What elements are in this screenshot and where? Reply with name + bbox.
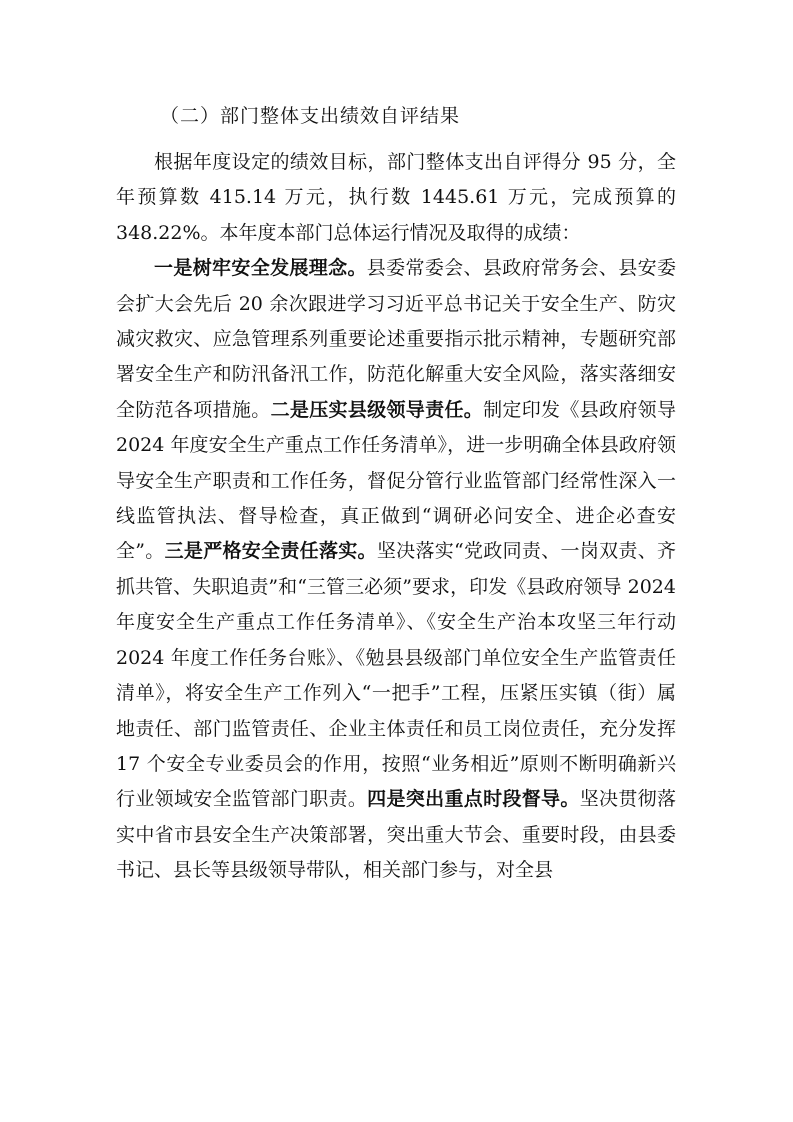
item2-title: 二是压实县级领导责任。 xyxy=(270,398,484,421)
item4-title: 四是突出重点时段督导。 xyxy=(367,788,580,811)
achievements-paragraph xyxy=(116,251,676,888)
summary-paragraph: 根据年度设定的绩效目标，部门整体支出自评得分 95 分，全年预算数 415.14 万元，执行数 1445.61 万元，完成预算的 348.22%。本年度本部门总体运行情况及取得的成绩： xyxy=(116,151,676,244)
item1-title: 一是树牢安全发展理念。 xyxy=(154,257,367,280)
item4-text: 坚决贯彻落实中省市县安全生产决策部署，突出重大节会、重要时段，由县委书记、县长等县级领导带队，相关部门参与，对全县 xyxy=(116,788,676,882)
item3-text: 坚决落实“党政同责、一岗双责、齐抓共管、失职追责”和“三管三必须”要求，印发《县政府领导 2024 年度安全生产重点工作任务清单》、《安全生产治本攻坚三年行动 2024 年度工作任务台账》、《勉县县级部门单位安全生产监管责任清单》，将安全生产工作列入“一把手”工程，压紧压实镇（街）属地责任、部门监管责任、企业主体责任和员工岗位责任，充分发挥 17 个安全专业委员会的作用，按照“业务相近”原则不断明确新兴行业领域安全监管部门职责。 xyxy=(116,540,676,811)
item1-text: 县委常委会、县政府常务会、县安委会扩大会先后 20 余次跟进学习习近平总书记关于安全生产、防灾减灾救灾、应急管理系列重要论述重要指示批示精神，专题研究部署安全生产和防汛备汛工作，防范化解重大安全风险，落实落细安全防范各项措施。 xyxy=(116,257,676,421)
item3-title: 三是严格安全责任落实。 xyxy=(164,540,377,563)
section-heading: （二）部门整体支出绩效自评结果 xyxy=(160,105,461,127)
item2-text: 制定印发《县政府领导 2024 年度安全生产重点工作任务清单》，进一步明确全体县政府领导安全生产职责和工作任务，督促分管行业监管部门经常性深入一线监管执法、督导检查，真正做到“调研必问安全、进企必查安全”。 xyxy=(116,398,676,563)
document-body xyxy=(116,145,676,889)
